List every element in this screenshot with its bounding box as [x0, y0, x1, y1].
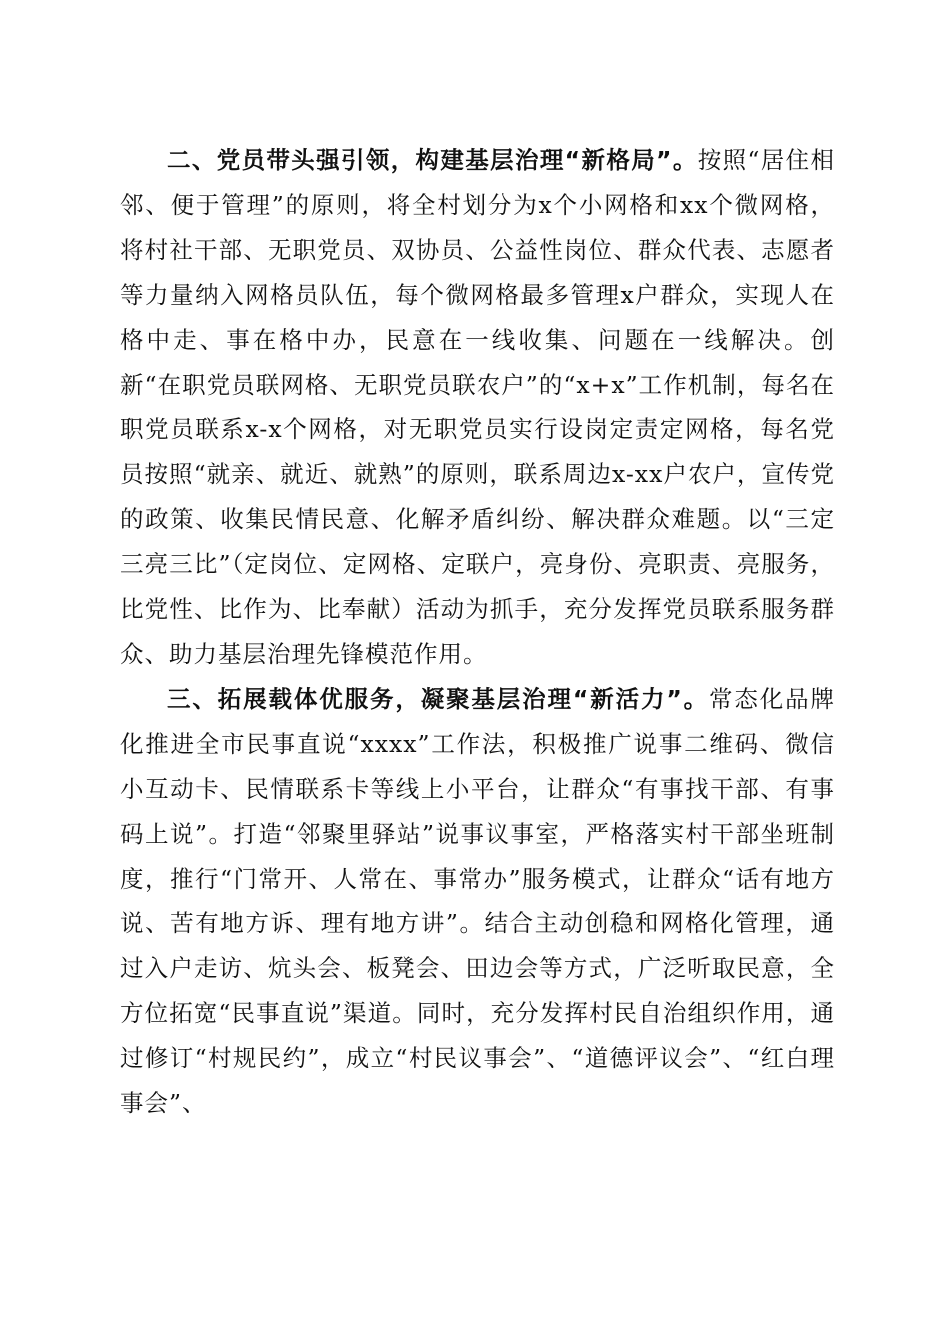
paragraph-text: 常态化品牌化推进全市民事直说“xxxx”工作法，积极推广说事二维码、微信小互动卡、民情联系卡等线上小平台，让群众“有事找干部、有事码上说”。打造“邻聚里驿站”说事议事室，严格落实村干部坐班制度，推行“门常开、人常在、事常办”服务模式，让群众“话有地方说、苦有地方诉、理有地方讲”。结合主动创稳和网格化管理，通过入户走访、炕头会、板凳会、田边会等方式，广泛听取民意，全方位拓宽“民事直说”渠道。同时，充分发挥村民自治组织作用，通过修订“村规民约”，成立“村民议事会”、“道德评议会”、“红白理事会”、: [120, 684, 836, 1118]
paragraph-heading: 二、党员带头强引领，构建基层治理“新格局”。: [167, 146, 698, 174]
paragraph-expand-carriers: [120, 677, 835, 1126]
paragraph-heading: 三、拓展载体优服务，凝聚基层治理“新活力”。: [167, 684, 710, 713]
document-body: [120, 138, 835, 1126]
paragraph-text: 按照“居住相邻、便于管理”的原则，将全村划分为x个小网格和xx个微网格，将村社干部、无职党员、双协员、公益性岗位、群众代表、志愿者等力量纳入网格员队伍，每个微网格最多管理x户群众，实现人在格中走、事在格中办，民意在一线收集、问题在一线解决。创新“在职党员联网格、无职党员联农户”的“x+x”工作机制，每名在职党员联系x-x个网格，对无职党员实行设岗定责定网格，每名党员按照“就亲、就近、就熟”的原则，联系周边x-xx户农户，宣传党的政策、收集民情民意、化解矛盾纠纷、解决群众难题。以“三定三亮三比”（定岗位、定网格、定联户，亮身份、亮职责、亮服务，比党性、比作为、比奉献）活动为抓手，充分发挥党员联系服务群众、助力基层治理先锋模范作用。: [120, 146, 836, 668]
paragraph-party-members-lead: [120, 138, 835, 677]
